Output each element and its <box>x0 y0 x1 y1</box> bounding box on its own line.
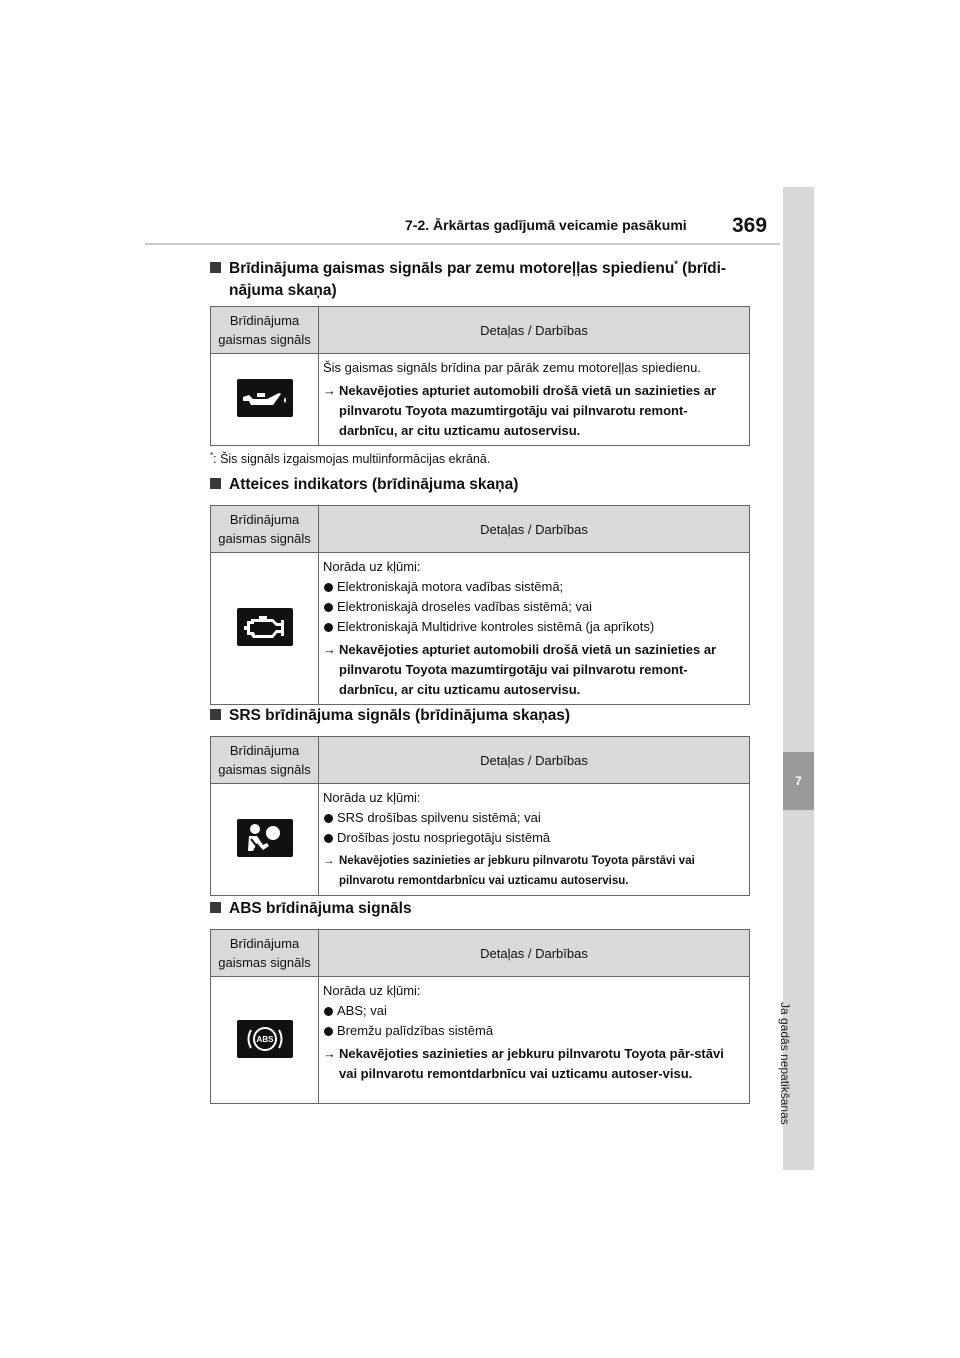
details-cell: Norāda uz kļūmi: Elektroniskajā motora vadības sistēmā; Elektroniskajā droseles vadības sistēmā; vai Elektroniskajā Multidrive kontroles sistēmā (ja aprīkots) → Nekavējoties apturiet automobili drošā vietā un sazinieties ar pilnvarotu Toyota mazumtirgotāju vai pilnvarotu remont-darbnīcu, ar citu uzticamu autoservisu. <box>319 553 750 705</box>
list-item: Drošības jostu nospriegotāju sistēmā <box>323 828 745 848</box>
table-header-details: Detaļas / Darbības <box>319 737 750 784</box>
icon-cell <box>211 553 319 705</box>
header-divider <box>145 243 780 245</box>
list-item: SRS drošības spilvenu sistēmā; vai <box>323 808 745 828</box>
icon-cell <box>211 784 319 896</box>
table-header-details: Detaļas / Darbības <box>319 307 750 354</box>
page-number: 369 <box>732 214 768 237</box>
abs-icon <box>237 1020 293 1058</box>
list-item: Elektroniskajā droseles vadības sistēmā; vai <box>323 597 745 617</box>
warning-table-abs <box>210 929 750 1104</box>
list-item: Bremžu palīdzības sistēmā <box>323 1021 745 1041</box>
table-header-light: Brīdinājuma gaismas signāls <box>211 930 319 977</box>
check-engine-icon <box>237 608 293 646</box>
footnote: *: Šis signāls izgaismojas multiinformācijas ekrānā. <box>210 451 491 467</box>
oil-pressure-icon <box>237 379 293 417</box>
table-header-light: Brīdinājuma gaismas signāls <box>211 307 319 354</box>
table-header-details: Detaļas / Darbības <box>319 506 750 553</box>
section-title-malfunction-indicator: Atteices indikators (brīdinājuma skaņa) <box>210 474 518 496</box>
warning-table-oil-pressure <box>210 306 750 446</box>
chapter-number: 7 <box>783 752 814 810</box>
chapter-label: Ja gadās nepatikšanas <box>778 1002 792 1125</box>
section-title-abs: ABS brīdinājuma signāls <box>210 898 412 920</box>
square-bullet-icon <box>210 262 221 273</box>
section-title-srs: SRS brīdinājuma signāls (brīdinājuma skaņas) <box>210 705 570 727</box>
list-item: Elektroniskajā Multidrive kontroles sistēmā (ja aprīkots) <box>323 617 745 637</box>
details-cell: Norāda uz kļūmi: SRS drošības spilvenu sistēmā; vai Drošības jostu nospriegotāju sistēmā → Nekavējoties sazinieties ar jebkuru pilnvarotu Toyota pārstāvi vai pilnvarotu remontdarbnīcu vai uzticamu autoservisu. <box>319 784 750 896</box>
list-item: Elektroniskajā motora vadības sistēmā; <box>323 577 745 597</box>
table-header-details: Detaļas / Darbības <box>319 930 750 977</box>
airbag-icon <box>237 819 293 857</box>
square-bullet-icon <box>210 709 221 720</box>
details-cell: Šis gaismas signāls brīdina par pārāk zemu motoreļļas spiedienu. → Nekavējoties apturiet automobili drošā vietā un sazinieties ar pilnvarotu Toyota mazumtirgotāju vai pilnvarotu remont-darbnīcu, ar citu uzticamu autoservisu. <box>319 354 750 446</box>
abs-label: ABS <box>256 1034 273 1044</box>
table-header-light: Brīdinājuma gaismas signāls <box>211 737 319 784</box>
icon-cell <box>211 977 319 1104</box>
square-bullet-icon <box>210 478 221 489</box>
square-bullet-icon <box>210 902 221 913</box>
warning-table-srs <box>210 736 750 896</box>
icon-cell <box>211 354 319 446</box>
section-header: 7-2. Ārkārtas gadījumā veicamie pasākumi <box>405 217 687 233</box>
details-cell: Norāda uz kļūmi: ABS; vai Bremžu palīdzības sistēmā → Nekavējoties sazinieties ar jebkuru pilnvarotu Toyota pār-stāvi vai pilnvarotu remontdarbnīcu vai uzticamu autoser-visu. <box>319 977 750 1104</box>
section-title-oil-pressure: Brīdinājuma gaismas signāls par zemu motoreļļas spiedienu* (brīdi- nājuma skaņa) <box>210 253 726 302</box>
chapter-side-tab <box>778 187 814 1170</box>
table-header-light: Brīdinājuma gaismas signāls <box>211 506 319 553</box>
warning-table-malfunction-indicator <box>210 505 750 705</box>
list-item: ABS; vai <box>323 1001 745 1021</box>
